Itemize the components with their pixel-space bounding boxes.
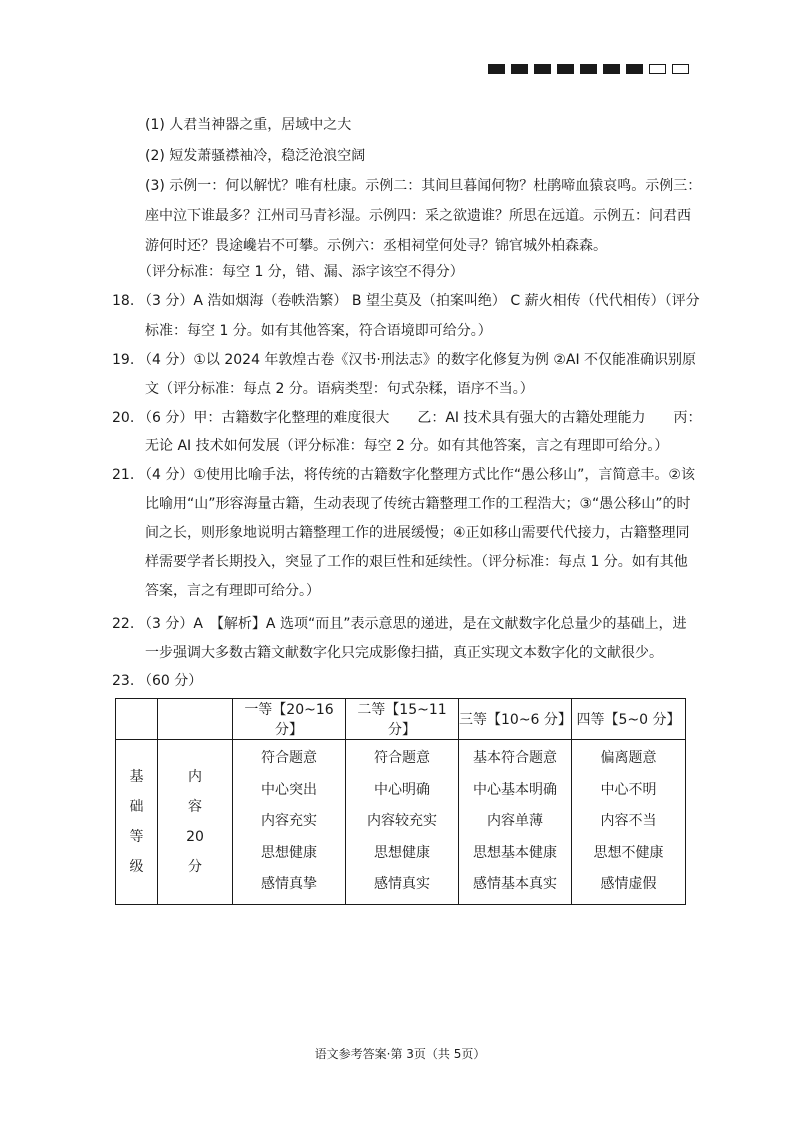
q20-number: 20. [112,410,135,426]
header-marks [488,64,689,74]
grade-header: 二等【15~11 分】 [346,699,459,740]
sub-label-char: 容 [188,799,202,815]
q17-part3-line: 座中泣下谁最多？江州司马青衫湿。示例四：采之欲遗谁？所思在远道。示例五：问君西 [145,208,691,224]
criterion: 符合题意 [374,750,430,766]
criterion: 内容较充实 [367,813,437,829]
q20-line: （6 分）甲：古籍数字化整理的难度很大 乙：AI 技术具有强大的古籍处理能力 丙： [138,410,702,426]
header-mark [511,64,528,74]
q19-number: 19. [112,352,135,368]
q21-number: 21. [112,467,135,483]
criterion: 感情真实 [374,876,430,892]
q17-scoring: （评分标准：每空 1 分，错、漏、添字该空不得分） [138,264,464,280]
criterion: 偏离题意 [600,750,657,766]
grading-table [115,698,686,905]
criterion: 中心基本明确 [473,781,557,798]
header-mark-open [672,64,689,74]
q22-number: 22. [112,616,135,632]
criterion: 内容充实 [261,813,317,829]
criterion: 内容单薄 [487,813,543,829]
criterion: 思想健康 [261,844,317,861]
criterion: 中心明确 [374,781,430,798]
q21-line: 间之长，则形象地说明古籍整理工作的进展缓慢；④正如移山需要代代接力，古籍整理同 [145,525,690,541]
header-mark [557,64,574,74]
criterion: 思想基本健康 [473,844,557,861]
q20-line: 无论 AI 技术如何发展（评分标准：每空 2 分。如有其他答案，言之有理即可给分。） [145,438,669,454]
q17-part1: (1) 人君当神器之重，居域中之大 [145,117,352,133]
criterion: 中心不明 [600,781,657,798]
grade-header: 三等【10~6 分】 [459,699,572,740]
q22-line: 一步强调大多数古籍文献数字化只完成影像扫描，真正实现文本数字化的文献很少。 [145,645,663,661]
q23-score: （60 分） [138,673,203,689]
grading-table-row [116,740,686,905]
criterion: 思想健康 [374,844,430,861]
criterion: 基本符合题意 [473,750,557,766]
q22-line: （3 分）A 【解析】A 选项“而且”表示意思的递进，是在文献数字化总量少的基础上，进 [138,616,687,632]
header-mark [534,64,551,74]
q21-line: 样需要学者长期投入，突显了工作的艰巨性和延续性。（评分标准：每点 1 分。如有其他 [145,554,688,570]
empty-cell [116,699,158,740]
page-footer: 语文参考答案·第 3页（共 5页） [314,1047,486,1061]
criterion: 感情真挚 [261,876,317,892]
sub-label-char: 分 [188,859,202,875]
criterion: 符合题意 [261,750,317,766]
header-mark [488,64,505,74]
criterion: 思想不健康 [593,844,664,861]
row-label-char: 等 [129,829,144,845]
grade-criteria-cell [459,740,572,905]
criterion: 中心突出 [261,781,317,798]
q21-line: 比喻用“山”形容海量古籍，生动表现了传统古籍整理工作的工程浩大；③“愚公移山”的时 [145,496,691,512]
criterion: 感情基本真实 [473,876,557,892]
grade-criteria-cell [346,740,459,905]
sub-label [158,740,233,905]
q21-line: 答案，言之有理即可给分。） [145,583,320,599]
header-mark [580,64,597,74]
criterion: 感情虚假 [600,876,657,892]
q17-part2: (2) 短发萧骚襟袖冷，稳泛沧浪空阔 [145,148,366,164]
grade-header: 一等【20~16 分】 [233,699,346,740]
grade-criteria-cell [233,740,346,905]
header-mark [626,64,643,74]
grade-header: 四等【5~0 分】 [572,699,686,740]
row-label-char: 基 [129,769,144,785]
grading-table-header-row [116,699,686,740]
sub-label-char: 20 [186,829,204,845]
q17-part3-line: 游何时还？畏途巉岩不可攀。示例六：丞相祠堂何处寻？锦官城外柏森森。 [145,238,607,254]
row-label-char: 级 [129,859,144,875]
q19-line: 文（评分标准：每点 2 分。语病类型：句式杂糅，语序不当。） [145,381,534,397]
q17-part3-line: (3) 示例一：何以解忧？唯有杜康。示例二：其间旦暮闻何物？杜鹃啼血猿哀鸣。示例三： [145,178,702,194]
q21-line: （4 分）①使用比喻手法，将传统的古籍数字化整理方式比作“愚公移山”，言简意丰。②该 [138,467,695,483]
criterion: 内容不当 [600,813,657,829]
q23-number: 23. [112,673,135,689]
row-label-char: 础 [129,799,144,815]
q19-line: （4 分）①以 2024 年敦煌古卷《汉书·刑法志》的数字化修复为例 ②AI 不仅能准确识别原 [138,352,697,368]
header-mark-open [649,64,666,74]
q18-line: 标准：每空 1 分。如有其他答案，符合语境即可给分。） [145,323,492,339]
grade-criteria-cell [572,740,686,905]
q18-line: （3 分）A 浩如烟海（卷帙浩繁） B 望尘莫及（拍案叫绝） C 薪火相传（代代相传）（评分 [138,293,700,309]
header-mark [603,64,620,74]
q18-number: 18. [112,293,135,309]
empty-cell [158,699,233,740]
row-label [116,740,158,905]
sub-label-char: 内 [188,769,202,785]
